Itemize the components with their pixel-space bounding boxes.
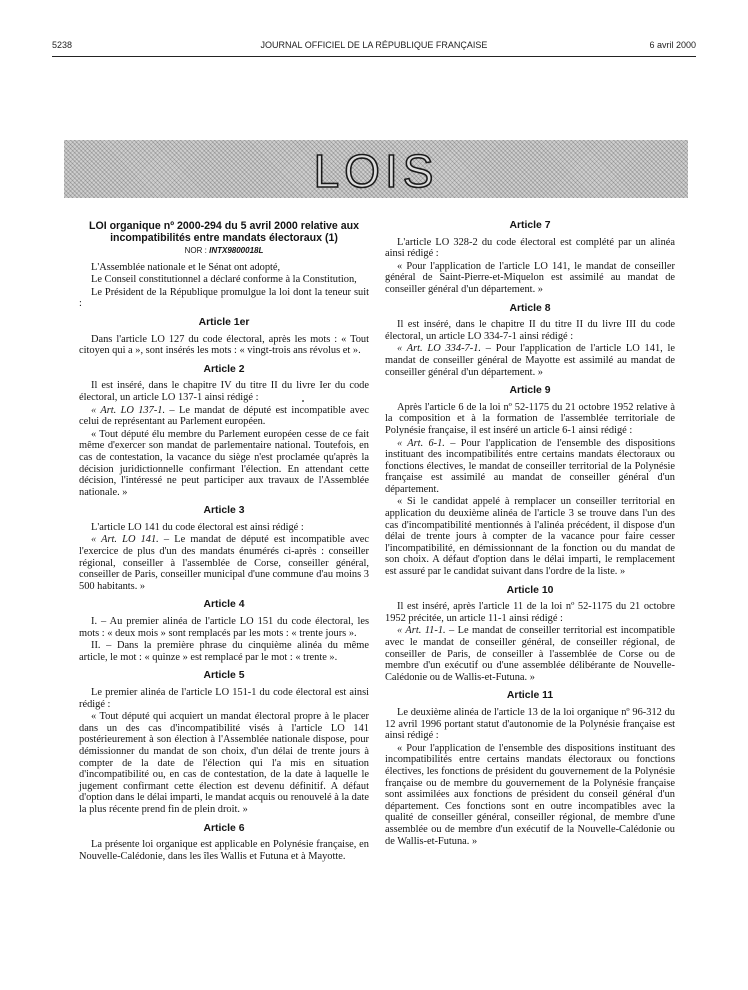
article-paragraph: Il est inséré, après l'article 11 de la loi nº 52-1175 du 21 octobre 1952 précitée, un article 11-1 ainsi rédigé : <box>385 601 675 624</box>
article-7-heading: Article 7 <box>509 220 551 231</box>
article-2-heading: Article 2 <box>203 363 245 375</box>
article-paragraph <box>79 405 369 428</box>
article-paragraph <box>385 343 675 378</box>
right-column <box>385 220 675 847</box>
article-6-heading: Article 6 <box>203 822 245 834</box>
article-1-heading: Article 1er <box>198 316 250 328</box>
article-4-heading: Article 4 <box>203 599 245 611</box>
article-paragraph: La présente loi organique est applicable en Polynésie française, en Nouvelle-Calédonie, dans les îles Wallis et Futuna et à Mayotte. <box>79 839 369 862</box>
article-paragraph <box>385 625 675 683</box>
page-number: 5238 <box>52 40 73 50</box>
article-paragraph: « Pour l'application de l'ensemble des dispositions instituant des incompatibilités entre certains mandats électoraux ou fonctions électives, les fonctions de président du gouvernement de la Polynésie française ou de membre du gouvernement de la Polynésie française sont assimilées aux fonctions de président du conseil général d'un département. Ces fonctions sont en outre incompatibles avec la qualité de conseiller général, conseiller régional, de membre d'une assemblée ou de membre d'un exécutif de la Nouvelle-Calédonie ou de Wallis-et-Futuna. » <box>385 742 675 847</box>
article-paragraph: II. – Dans la première phrase du cinquième alinéa du même article, le mot : « quinze » est remplacé par le mot : « trente ». <box>79 640 369 663</box>
section-banner <box>64 140 688 198</box>
article-text: – Le mandat de député est incompatible avec celui de représentant au Parlement européen. <box>79 404 369 428</box>
article-paragraph: L'article LO 141 du code électoral est ainsi rédigé : <box>91 521 304 533</box>
page-header <box>52 40 696 56</box>
article-paragraph: Le deuxième alinéa de l'article 13 de la loi organique nº 96-312 du 12 avril 1996 portant statut d'autonomie de la Polynésie française est ainsi rédigé : <box>385 706 675 742</box>
left-column <box>79 220 369 862</box>
article-text: – Pour l'application de l'ensemble des dispositions instituant des incompatibilités entre certains mandats électoraux ou fonctions électives, le mandat de conseiller territorial de la Polynésie française est assimilé au mandat de conseiller général d'un département. <box>385 437 676 495</box>
article-text: – Le mandat de député est incompatible avec l'exercice de plus d'un des mandats énumérés ci-après : conseiller régional, conseiller à l'assemblée de Corse, conseiller général, conseiller de Paris, conseiller municipal d'une commune d'au moins 3 500 habitants. » <box>79 534 369 592</box>
article-paragraph: Il est inséré, dans le chapitre II du titre II du livre III du code électoral, un article LO 334-7-1 ainsi rédigé : <box>385 319 675 342</box>
law-title: LOI organique nº 2000-294 du 5 avril 2000 relative aux incompatibilités entre mandats électoraux (1) <box>88 220 359 244</box>
article-paragraph <box>385 438 675 496</box>
section-title: LOIS <box>313 145 439 197</box>
article-paragraph: « Tout député élu membre du Parlement européen cesse de ce fait même d'exercer son mandat de parlementaire national. Toutefois, en cas de contestation, la vacance du siège n'est proclamée qu'après la décision juridictionnelle confirmant l'élection. En attendant cette décision, l'intéressé ne peut participer aux travaux de l'Assemblée nationale. » <box>79 428 369 498</box>
article-paragraph: « Pour l'application de l'article LO 141, le mandat de conseiller général de Saint-Pierre-et-Miquelon est assimilé au mandat de conseiller général d'un département. » <box>385 260 675 295</box>
article-11-heading: Article 11 <box>506 690 554 702</box>
article-reference: « Art. 11-1. <box>397 625 446 637</box>
article-text: – Le mandat de conseiller territorial est incompatible avec le mandat de conseiller général, de conseiller régional, de conseiller de Paris, de conseiller à l'assemblée de Corse ou de membre d'un exécutif ou d'une assemblée délibérante de Nouvelle-Calédonie ou de Wallis-et-Futuna. » <box>385 625 675 683</box>
intro-paragraph: Le Conseil constitutionnel a déclaré conforme à la Constitution, <box>91 274 357 286</box>
header-rule <box>52 56 696 57</box>
article-10-heading: Article 10 <box>506 584 554 596</box>
article-paragraph: « Tout député qui acquiert un mandat électoral propre à le placer dans un des cas d'incompatibilité visés à l'article LO 141 postérieurement à son élection à l'Assemblée nationale dispose, pour démissionner du mandat de son choix, d'un délai de trente jours à compter de la date de l'élection qui l'a mis en situation d'incompatibilité ou, en cas de contestation, de la date à laquelle le jugement confirmant cette élection est devenu définitif. A défaut d'option dans le délai imparti, le mandat acquis ou renouvelé à la date la plus récente prend fin de plein droit. » <box>79 711 369 815</box>
article-reference: « Art. LO 334-7-1. <box>397 343 481 355</box>
journal-name: JOURNAL OFFICIEL DE LA RÉPUBLIQUE FRANÇAISE <box>260 40 488 50</box>
article-8-heading: Article 8 <box>509 302 551 314</box>
nor-reference <box>79 245 369 257</box>
intro-paragraph: L'Assemblée nationale et le Sénat ont adopté, <box>91 261 281 273</box>
article-text: – Pour l'application de l'article LO 141, le mandat de conseiller général de Mayotte est assimilé au mandat de conseiller général d'un département. » <box>385 343 676 378</box>
article-3-heading: Article 3 <box>203 505 245 517</box>
article-reference: « Art. LO 141. <box>91 534 159 546</box>
article-paragraph: Le premier alinéa de l'article LO 151-1 du code électoral est ainsi rédigé : <box>79 687 369 710</box>
article-paragraph: Il est inséré, dans le chapitre IV du titre II du livre Ier du code électoral, un article LO 137-1 ainsi rédigé : <box>79 380 369 403</box>
article-paragraph: Dans l'article LO 127 du code électoral, après les mots : « Tout citoyen qui a », sont insérés les mots : « vingt-trois ans révolus et ». <box>79 333 369 357</box>
article-reference: « Art. 6-1. <box>397 437 445 449</box>
article-paragraph <box>79 534 369 592</box>
article-paragraph: L'article LO 328-2 du code électoral est complété par un alinéa ainsi rédigé : <box>385 236 675 260</box>
article-9-heading: Article 9 <box>509 385 551 397</box>
nor-value: INTX9800018L <box>209 246 264 255</box>
article-paragraph: « Si le candidat appelé à remplacer un conseiller territorial en application du deuxième alinéa de l'article 3 se trouve dans l'un des cas d'incompatibilité mentionnés à l'alinéa précédent, il dispose d'un délai de trente jours à compter de la vacance pour faire cesser l'incompatibilité, en démissionnant de la fonction ou du mandat de son choix. A défaut d'option dans le délai imparti, le remplacement est assuré par le candidat suivant dans l'ordre de la liste. » <box>385 496 675 578</box>
nor-label: NOR : <box>184 246 210 255</box>
article-5-heading: Article 5 <box>203 670 245 682</box>
article-paragraph: I. – Au premier alinéa de l'article LO 151 du code électoral, les mots : « deux mois » sont remplacés par les mots : « trente jours ». <box>79 616 369 639</box>
issue-date: 6 avril 2000 <box>649 40 696 50</box>
intro-paragraph: Le Président de la République promulgue la loi dont la teneur suit : <box>79 286 369 310</box>
article-paragraph: Après l'article 6 de la loi nº 52-1175 du 21 octobre 1952 relative à la composition et à la formation de l'assemblée territoriale de Polynésie française, il est inséré un article 6-1 ainsi rédigé : <box>385 401 675 436</box>
article-reference: « Art. LO 137-1. <box>91 404 166 416</box>
